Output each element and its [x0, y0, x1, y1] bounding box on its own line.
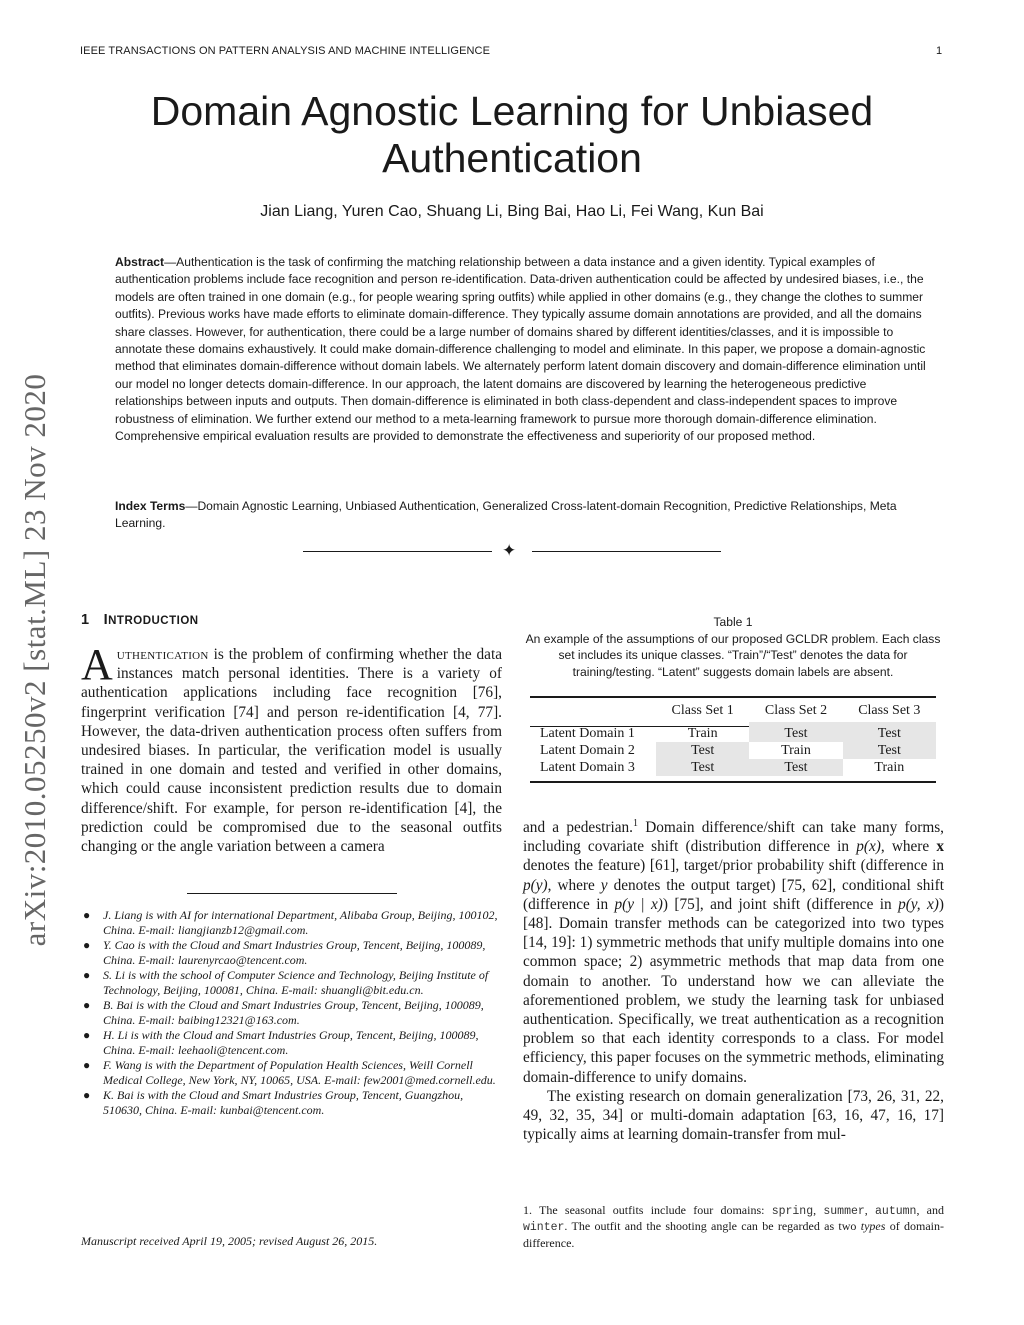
gcldr-table — [530, 700, 936, 776]
bullet-icon: ● — [83, 998, 91, 1012]
manuscript-note: Manuscript received April 19, 2005; revised August 26, 2015. — [81, 1234, 378, 1248]
table-bottom-rule — [530, 781, 936, 783]
index-terms — [115, 498, 937, 533]
math-expression: p(y, x) — [898, 895, 939, 913]
abstract-text: —Authentication is the task of confirming the matching relationship between a data instance and a given identity. Typical examples of authentication problems include face recognition and person re-identification. Data-driven authentication could be affected by undesired biases, i.e., the models are often trained in one domain (e.g., for people wearing spring outfits) while applied in other domains (e.g., they change the clothes to summer outfits). Previous works have made efforts to eliminate domain-difference. They typically assume domain annotations are provided, and all the domains share classes. However, for authentication, there could be a large number of domains shared by different identities/classes, and it is impossible to annotate these domains exhaustively. It could make domain-difference challenging to model and eliminate. In this paper, we propose a domain-agnostic method that eliminates domain-difference without domain labels. We alternately perform latent domain discovery and domain-difference elimination until our model no longer detects domain-difference. In our approach, the latent domains are discovered by learning the heterogeneous predictive relationships between inputs and outputs. Then domain-difference is eliminated in both class-dependent and class-independent spaces to improve robustness of elimination. We further extend our method to a meta-learning framework to pursue more thorough domain-difference elimination. Comprehensive empirical evaluation results are provided to demonstrate the effectiveness and superiority of our proposed method. — [115, 255, 926, 444]
text-run: , — [864, 1203, 876, 1217]
math-symbol: x — [936, 838, 945, 856]
affiliation-item — [81, 998, 502, 1028]
table-cell: Train — [781, 743, 811, 758]
page-number: 1 — [936, 45, 943, 57]
journal-header: IEEE TRANSACTIONS ON PATTERN ANALYSIS AND MACHINE INTELLIGENCE — [80, 45, 491, 57]
table-caption — [523, 614, 943, 680]
text-run: . The outfit and the shooting angle can be regarded as two — [564, 1219, 861, 1234]
abstract — [115, 254, 937, 445]
math-expression: p(y | x) — [614, 895, 663, 913]
emphasis: types — [860, 1219, 886, 1234]
paragraph — [523, 818, 944, 1087]
affiliation-text: F. Wang is with the Department of Population Health Sciences, Weill Cornell Medical College, New York, NY, 10065, USA. E-mail: few2001@med.cornell.edu. — [103, 1058, 496, 1087]
code-term: spring — [771, 1205, 814, 1218]
table-header-cell: Class Set 3 — [858, 703, 921, 718]
separator-right-rule — [532, 551, 721, 552]
table-cell: Test — [749, 759, 842, 776]
affiliation-item — [81, 968, 502, 998]
table-caption-text: An example of the assumptions of our proposed GCLDR problem. Each class set includes its unique classes. “Train”/“Test” denotes the data for training/testing. “Latent” suggests domain labels are absent. — [525, 631, 941, 679]
table-label: Table 1 — [713, 615, 753, 629]
text-run: of domain-difference. — [523, 1219, 944, 1250]
separator-left-rule — [303, 551, 492, 552]
table-row-label: Latent Domain 1 — [540, 726, 635, 741]
section-number: 1 — [81, 612, 90, 628]
table-header-cell — [530, 700, 656, 722]
table-cell: Test — [749, 722, 842, 742]
text-run: , — [813, 1203, 824, 1217]
paper-title: Domain Agnostic Learning for Unbiased Authentication — [150, 88, 874, 181]
arxiv-stamp — [12, 340, 58, 980]
intro-text: is the problem of confirming whether the data instances match personal identities. There is a variety of authentication applications including face recognition [76], fingerprint verification [74] and person re-identification [4, 77]. However, the data-driven authentication process often suffers from undesired biases. In particular, the verification model is usually trained in one domain and tested and verified in other domains, which could cause inconsistent prediction results due to domain difference/shift. For example, for person re-identification [4], the prediction could be compromised due to the seasonal outfits changing or the angle variation between a camera — [81, 646, 502, 856]
footnote-marker: 1 — [633, 817, 639, 829]
table-cell: Test — [656, 759, 749, 776]
math-expression: p(y) — [523, 876, 548, 894]
table-header-cell: Class Set 1 — [671, 703, 734, 718]
affiliation-text: J. Liang is with AI for international Department, Alibaba Group, Beijing, 100102, China. E-mail: liangjianzb12@gmail.com. — [103, 908, 498, 937]
table-row — [530, 722, 936, 742]
footnote — [523, 1203, 944, 1251]
affiliation-item — [81, 1028, 502, 1058]
table-cell: Train — [874, 760, 905, 775]
separator-diamond-icon: ✦ — [502, 541, 517, 560]
affiliation-text: Y. Cao is with the Cloud and Smart Industries Group, Tencent, Beijing, 100089, China. E-mail: laurenyrcao@tencent.com. — [103, 938, 486, 967]
abstract-label: Abstract — [115, 255, 165, 269]
intro-paragraph — [81, 640, 502, 856]
table-cell: Train — [687, 726, 718, 741]
table-row — [530, 742, 936, 759]
affiliation-text: B. Bai is with the Cloud and Smart Industries Group, Tencent, Beijing, 100089, China. E-mail: baibing12321@163.com. — [103, 998, 484, 1027]
table-top-rule — [530, 696, 936, 698]
text-run: , where — [547, 876, 601, 894]
affiliation-text: S. Li is with the school of Computer Science and Technology, Beijing Institute of Technology, Beijing, 100081, China. E-mail: shuangli@bit.edu.cn. — [103, 968, 489, 997]
affiliation-text: K. Bai is with the Cloud and Smart Industries Group, Tencent, Guangzhou, 510630, China. E-mail: kunbai@tencent.com. — [103, 1088, 464, 1117]
arxiv-stamp-text: arXiv:2010.05250v2 [stat.ML] 23 Nov 2020 — [17, 373, 52, 947]
table-cell: Test — [656, 742, 749, 759]
code-term: autumn — [875, 1205, 917, 1218]
code-term: summer — [823, 1205, 865, 1218]
text-run: and a pedestrian. — [523, 819, 634, 836]
table-header-row — [530, 700, 936, 722]
affiliation-item — [81, 908, 502, 938]
section-heading — [81, 612, 199, 628]
affiliation-text: H. Li is with the Cloud and Smart Industries Group, Tencent, Beijing, 100089, China. E-mail: leehaoli@tencent.com. — [103, 1028, 479, 1057]
text-run: ) [48]. Domain transfer methods can be categorized into two types [14, 19]: 1) symmetric methods that unify multiple domains into one common space; 2) asymmetric methods that map data from one domain to another. To understand how we can alleviate the aforementioned problem, we study the learning task for unbiased authentication. Specifically, we treat authentication as a recognition problem so that each identity corresponds to a class. For model efficiency, this paper focuses on the symmetric methods, eliminating domain-difference to unify domains. — [523, 895, 944, 1086]
bullet-icon: ● — [83, 1028, 91, 1042]
footnote-rule — [187, 893, 397, 894]
text-run: , where — [880, 838, 937, 856]
index-terms-label: Index Terms — [115, 499, 186, 513]
affiliations-list — [81, 908, 502, 1118]
table-header-cell: Class Set 2 — [764, 703, 828, 718]
bullet-icon: ● — [83, 938, 91, 952]
table-row-label: Latent Domain 2 — [540, 743, 635, 758]
text-run: denotes the output target) [75, 62], conditional shift (difference in — [523, 876, 944, 913]
affiliation-item — [81, 938, 502, 968]
paragraph: The existing research on domain generalization [73, 26, 31, 22, 49, 32, 35, 34] or multi-domain adaptation [63, 16, 47, 16, 17] typically aims at learning domain-transfer from mul- — [523, 1087, 944, 1144]
math-symbol: y — [600, 876, 608, 894]
intro-lead-smallcaps: uthentication — [116, 646, 209, 663]
table-row-label: Latent Domain 3 — [540, 760, 635, 775]
affiliation-item — [81, 1088, 502, 1118]
text-run: 1. The seasonal outfits include four domains: — [523, 1203, 772, 1217]
text-run: denotes the feature) [61], target/prior probability shift (difference in — [523, 857, 944, 875]
right-column-body — [523, 818, 944, 1144]
text-run: Domain difference/shift can take many forms, including covariate shift (distribution difference in — [523, 819, 944, 856]
bullet-icon: ● — [83, 1058, 91, 1072]
bullet-icon: ● — [83, 1088, 91, 1102]
drop-cap: A — [81, 640, 113, 689]
text-run: , and — [916, 1203, 944, 1217]
text-run: ) [75], and joint shift (difference in — [662, 895, 899, 913]
table-row — [530, 759, 936, 776]
table-cell: Test — [843, 742, 936, 759]
section-title-initial: I — [103, 612, 109, 628]
code-term: winter — [523, 1221, 565, 1235]
affiliation-item — [81, 1058, 502, 1088]
bullet-icon: ● — [83, 908, 91, 922]
author-list: Jian Liang, Yuren Cao, Shuang Li, Bing Bai, Hao Li, Fei Wang, Kun Bai — [260, 203, 764, 220]
index-terms-text: —Domain Agnostic Learning, Unbiased Authentication, Generalized Cross-latent-domain Recognition, Predictive Relationships, Meta Learning. — [115, 499, 897, 531]
section-title-rest: NTRODUCTION — [108, 615, 199, 627]
math-expression: p(x) — [856, 838, 881, 856]
bullet-icon: ● — [83, 968, 91, 982]
table-cell: Test — [843, 722, 936, 742]
